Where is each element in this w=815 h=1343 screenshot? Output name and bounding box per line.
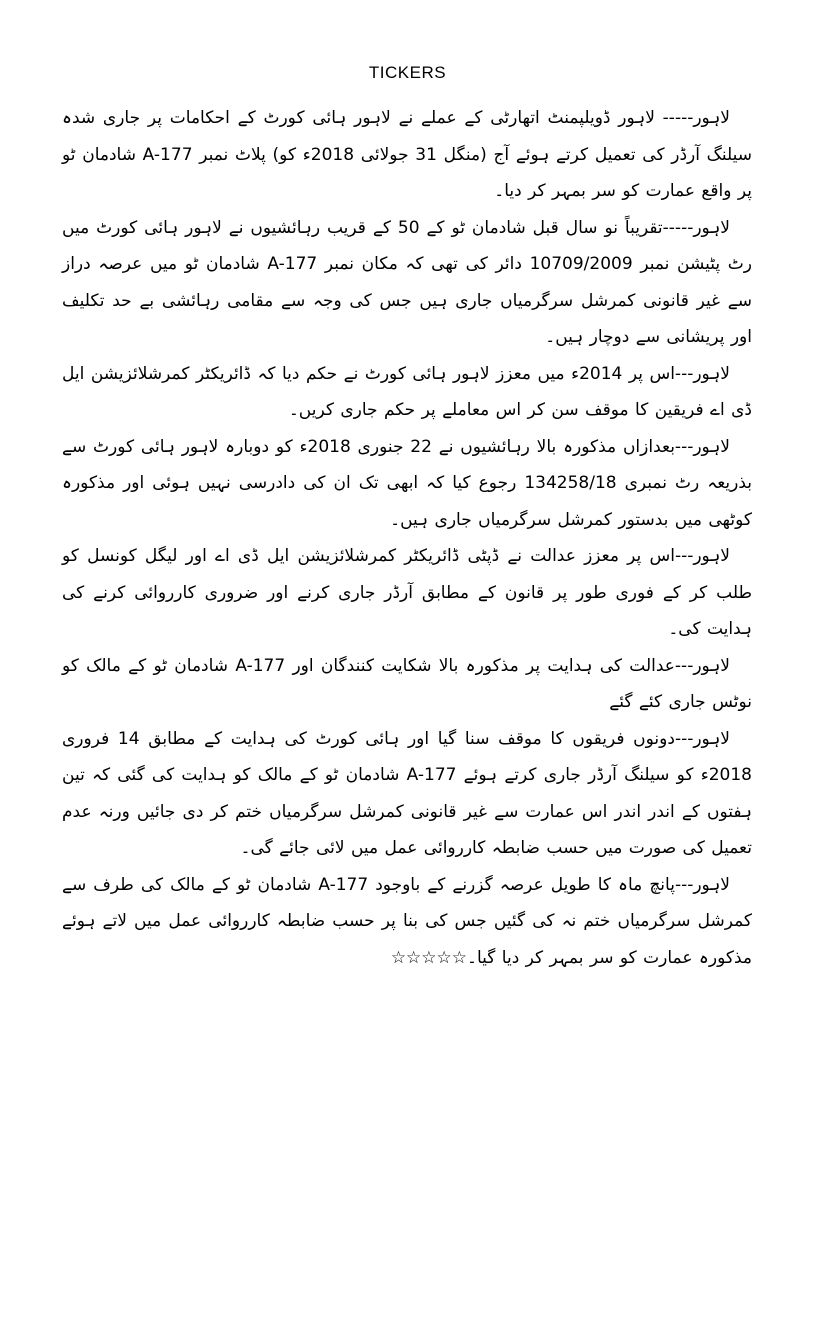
ticker-paragraph: لاہور---بعدازاں مذکورہ بالا رہائشیوں نے 22 جنوری 2018ء کو دوبارہ لاہور ہائی کورٹ سے بذریعہ رٹ نمبری 134258/18 رجوع کیا کہ ابھی تک ان کی دادرسی نہیں ہوئی اور مذکورہ کوٹھی میں بدستور کمرشل سرگرمیاں جاری ہیں۔: [62, 436, 752, 530]
ticker-paragraph: لاہور---عدالت کی ہدایت پر مذکورہ بالا شکایت کنندگان اور A-177 شادمان ٹو کے مالک کو نوٹس جاری کئے گئے: [62, 655, 752, 712]
document-title: TICKERS: [368, 63, 447, 82]
ticker-paragraph: لاہور---اس پر معزز عدالت نے ڈپٹی ڈائریکٹر کمرشلائزیشن ایل ڈی اے اور لیگل کونسل کو طلب کر کے فوری طور پر قانون کے مطابق آرڈر جاری کرنے اور ضروری کارروائی کرنے کی ہدایت کی۔: [62, 546, 752, 639]
ticker-paragraph: لاہور---دونوں فریقوں کا موقف سنا گیا اور ہائی کورٹ کی ہدایت کے مطابق 14 فروری 2018ء کو سیلنگ آرڈر جاری کرتے ہوئے A-177 شادمان ٹو کے مالک کو ہدایت کی گئی کہ تین ہفتوں کے اندر اندر اس عمارت سے غیر قانونی کمرشل سرگرمیاں ختم کر دی جائیں ورنہ عدم تعمیل کی صورت میں حسب ضابطہ کارروائی عمل میں لائی جائے گی۔: [62, 728, 752, 858]
ticker-paragraph: لاہور----- لاہور ڈویلپمنٹ اتھارٹی کے عملے نے لاہور ہائی کورٹ کے احکامات پر جاری شدہ سیلنگ آرڈر کی تعمیل کرتے ہوئے آج (منگل 31 جولائی 2018ء کو) پلاٹ نمبر A-177 شادمان ٹو پر واقع عمارت کو سر بمہر کر دیا۔: [62, 108, 752, 201]
ticker-paragraph: لاہور---اس پر 2014ء میں معزز لاہور ہائی کورٹ نے حکم دیا کہ ڈائریکٹر کمرشلائزیشن ایل ڈی اے فریقین کا موقف سن کر اس معاملے پر حکم جاری کریں۔: [62, 363, 752, 420]
document-body: [62, 100, 752, 976]
ticker-paragraph: لاہور-----تقریباً نو سال قبل شادمان ٹو کے 50 کے قریب رہائشیوں نے لاہور ہائی کورٹ میں رٹ پٹیشن نمبر 10709/2009 دائر کی تھی کہ مکان نمبر A-177 شادمان ٹو میں عرصہ دراز سے غیر قانونی کمرشل سرگرمیاں جاری ہیں جس کی وجہ سے مقامی رہائشی بے حد تکلیف اور پریشانی سے دوچار ہیں۔: [62, 217, 753, 347]
ticker-paragraph: لاہور---پانچ ماہ کا طویل عرصہ گزرنے کے باوجود A-177 شادمان ٹو کے مالک کی طرف سے کمرشل سرگرمیاں ختم نہ کی گئیں جس کی بنا پر حسب ضابطہ کارروائی عمل میں لاتے ہوئے مذکورہ عمارت کو سر بمہر کر دیا گیا۔☆☆☆☆☆: [62, 874, 752, 968]
